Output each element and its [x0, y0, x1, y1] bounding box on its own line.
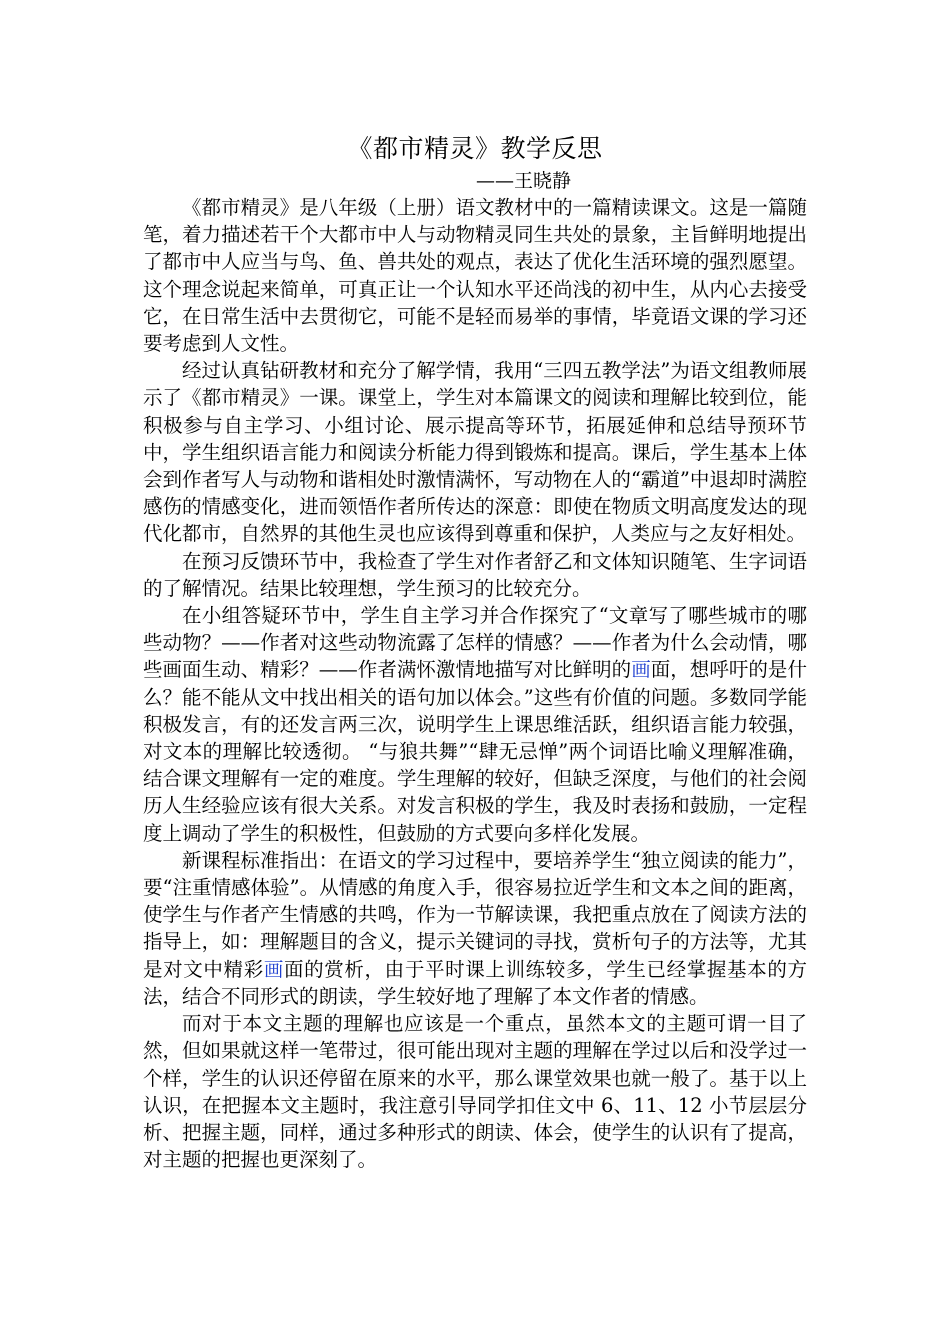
paragraph-1: 《都市精灵》是八年级（上册）语文教材中的一篇精读课文。这是一篇随笔，着力描述若干个大都市中人与动物精灵同生共处的景象，主旨鲜明地提出了都市中人应当与鸟、鱼、兽共处的观点，表达了优化生活环境的强烈愿望。这个理念说起来简单，可真正让一个认知水平还尚浅的初中生，从内心去接受它，在日常生活中去贯彻它，可能不是轻而易举的事情，毕竟语文课的学习还要考虑到人文性。	[143, 196, 807, 356]
paragraph-4-text-a: 在小组答疑环节中，学生自主学习并合作探究了“文章写了哪些城市的哪些动物？——作者对这些动物流露了怎样的情感？——作者为什么会动情，哪些画面生动、精彩？——作者满怀激情地描写对比鲜明的	[143, 604, 807, 682]
paragraph-2: 经过认真钻研教材和充分了解学情，我用“三四五教学法”为语文组教师展示了《都市精灵》一课。课堂上，学生对本篇课文的阅读和理解比较到位，能积极参与自主学习、小组讨论、展示提高等环节，拓展延伸和总结导预环节中，学生组织语言能力和阅读分析能力得到锻炼和提高。课后，学生基本上体会到作者写人与动物和谐相处时激情满怀，写动物在人的“霸道”中退却时满腔感伤的情感变化，进而领悟作者所传达的深意：即使在物质文明高度发达的现代化都市，自然界的其他生灵也应该得到尊重和保护，人类应与之友好相处。	[143, 359, 807, 546]
paragraph-3: 在预习反馈环节中，我检查了学生对作者舒乙和文体知识随笔、生字词语的了解情况。结果比较理想，学生预习的比较充分。	[143, 549, 807, 600]
document-page	[143, 130, 807, 1173]
paragraph-4-highlight: 画	[631, 658, 651, 682]
paragraph-6: 而对于本文主题的理解也应该是一个重点，虽然本文的主题可谓一目了然，但如果就这样一笔带过，很可能出现对主题的理解在学过以后和没学过一个样，学生的认识还停留在原来的水平，那么课堂效果也就一般了。基于以上认识，在把握本文主题时，我注意引导同学扣住文中 6、11、12 小节层层分析、把握主题，同样，通过多种形式的朗读、体会，使学生的认识有了提高，对主题的把握也更深刻了。	[143, 1012, 807, 1172]
author-line: ——王晓静	[476, 170, 572, 192]
paragraph-4	[143, 602, 807, 847]
paragraph-5-text-b: 面的赏析，由于平时课上训练较多，学生已经掌握基本的方法，结合不同形式的朗读，学生较好地了理解了本文作者的情感。	[143, 957, 807, 1008]
paragraph-5	[143, 847, 807, 1010]
paragraph-5-text-a: 新课程标准指出：在语文的学习过程中，要培养学生“独立阅读的能力”，要“注重情感体验”。从情感的角度入手，很容易拉近学生和文本之间的距离，使学生与作者产生情感的共鸣，作为一节解读课，我把重点放在了阅读方法的指导上，如：理解题目的含义，提示关键词的寻找，赏析句子的方法等，尤其是对文中精彩	[143, 848, 807, 981]
paragraph-5-highlight: 画	[263, 957, 284, 981]
document-title: 《都市精灵》教学反思	[347, 134, 603, 163]
paragraph-4-text-b: 面，想呼吁的是什么？能不能从文中找出相关的语句加以体会。”这些有价值的问题。多数同学能积极发言，有的还发言两三次，说明学生上课思维活跃，组织语言能力较强，对文本的理解比较透彻。 “与狼共舞”“肆无忌惮”两个词语比喻义理解准确，结合课文理解有一定的难度。学生理解的较好，但缺乏深度，与他们的社会阅历人生经验应该有很大关系。对发言积极的学生，我及时表扬和鼓励，一定程度上调动了学生的积极性，但鼓励的方式要向多样化发展。	[143, 658, 807, 845]
